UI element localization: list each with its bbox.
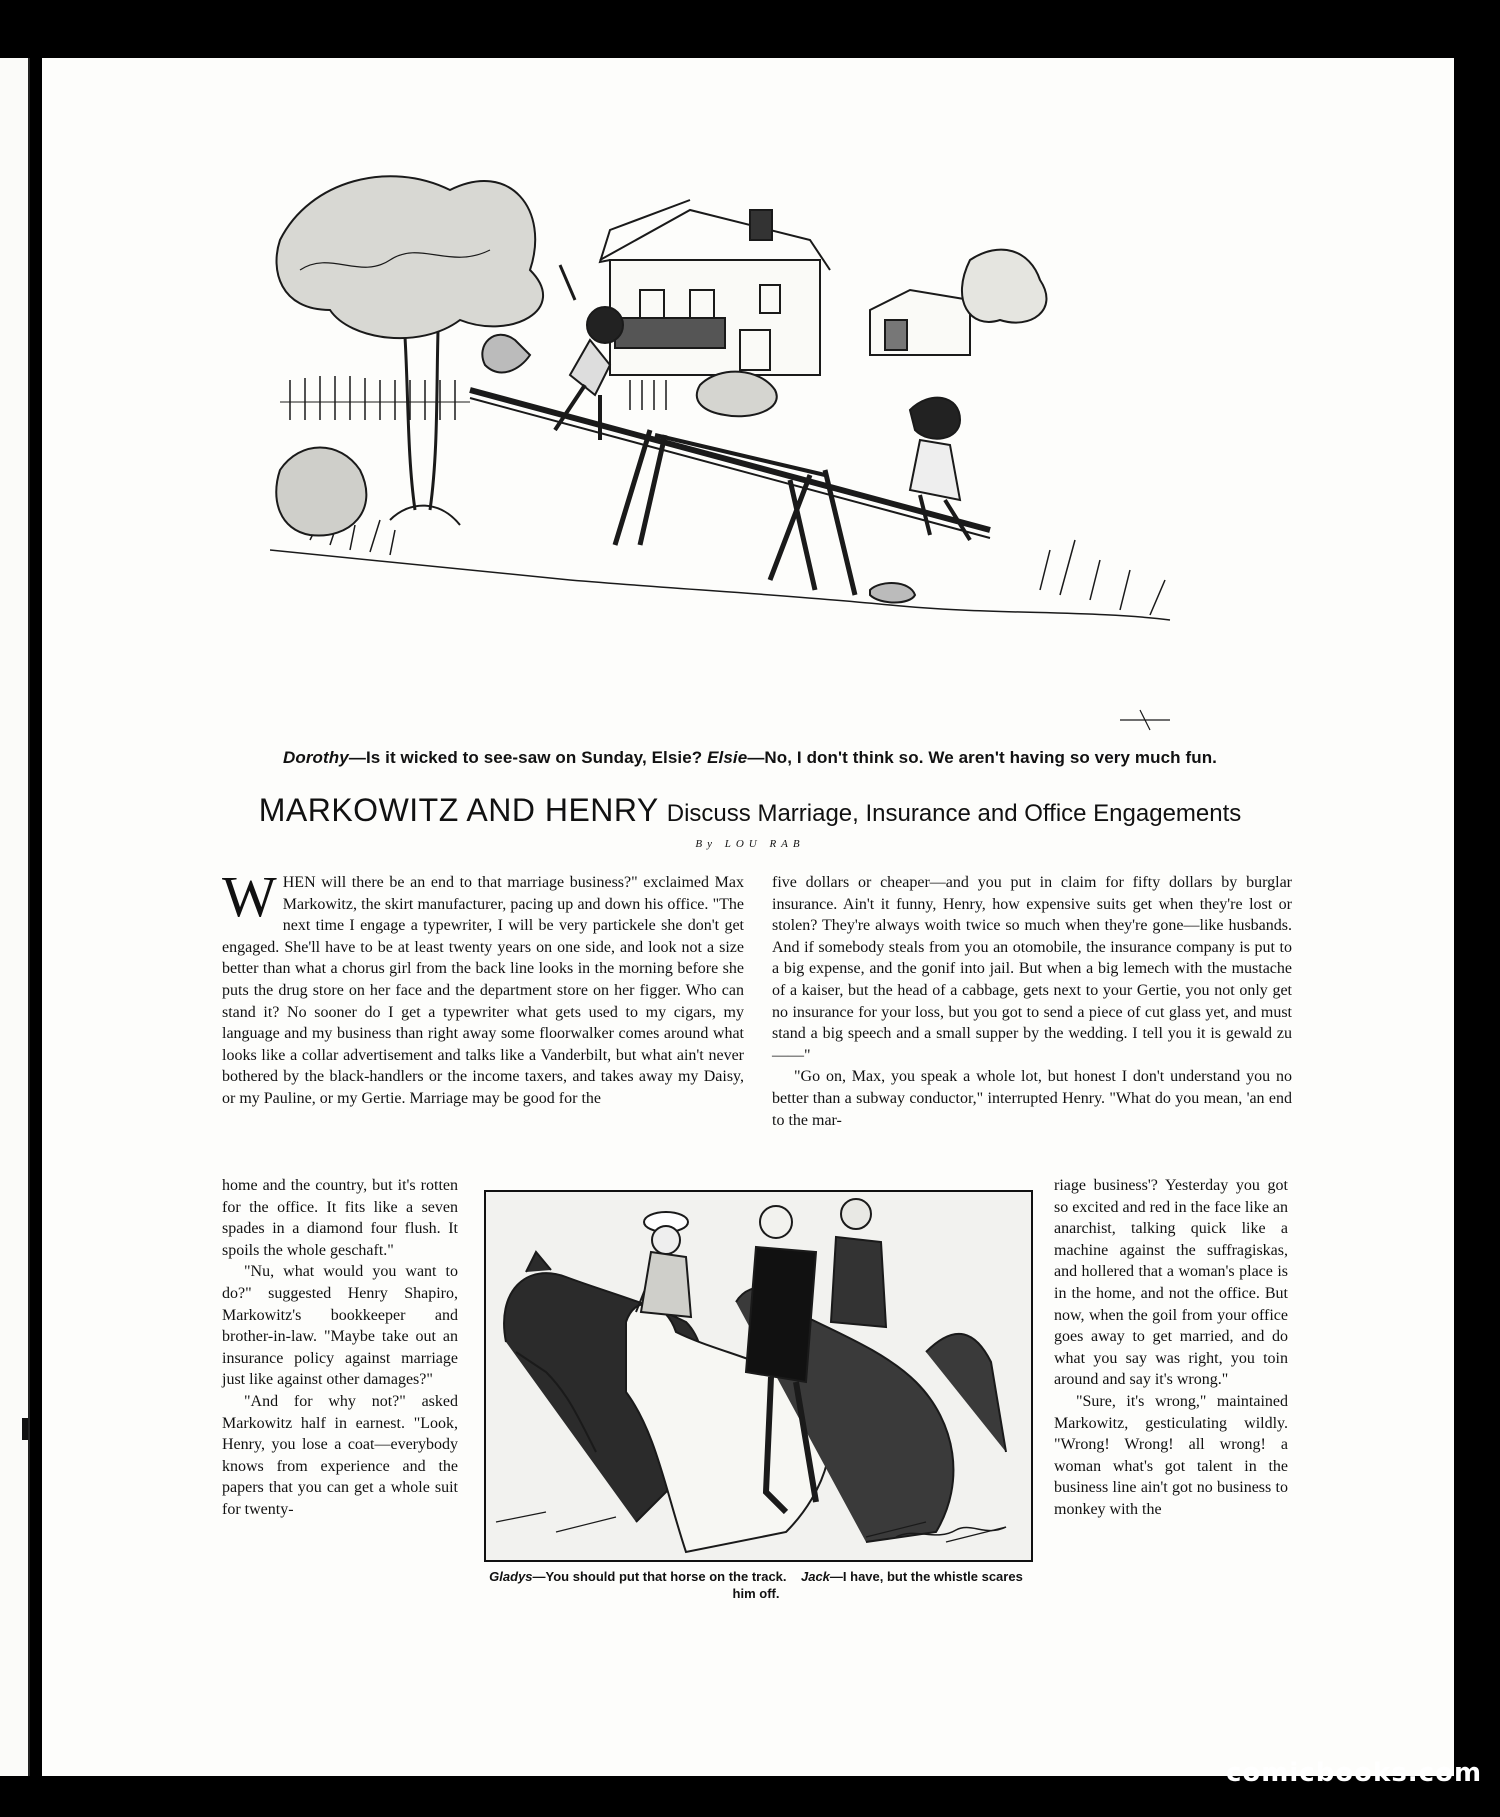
caption-line-gladys: —You should put that horse on the track. (532, 1569, 787, 1584)
riders-illustration (484, 1190, 1033, 1562)
site-watermark: comicbooks.com (1226, 1758, 1483, 1788)
article-headline (200, 792, 1300, 829)
riders-caption (480, 1568, 1032, 1602)
article-byline: By LOU RAB (695, 838, 805, 850)
paragraph: "Go on, Max, you speak a whole lot, but honest I don't understand you no better than a subway conductor," interrupted Henry. "What do you mean, 'an end to the mar- (772, 1068, 1292, 1129)
paragraph: "Sure, it's wrong," maintained Markowitz, gesticulating wildly. "Wrong! Wrong! all wrong! a woman what's got talent in the business line ain't got no business to monkey with the (1054, 1392, 1288, 1518)
paragraph (222, 864, 744, 1110)
seesaw-caption (200, 748, 1300, 768)
binding-mark (22, 1418, 28, 1440)
paragraph: home and the country, but it's rotten for the office. It fits like a seven spades in a diamond four flush. It spoils the whole geschaft." (222, 1177, 458, 1259)
drop-cap: W (222, 864, 277, 929)
caption-speaker-dorothy: Dorothy (282, 748, 349, 767)
column-left-top (222, 864, 744, 1110)
paragraph: riage business'? Yesterday you got so excited and red in the face like an anarchist, talking quick like a machine against the suffragiskas, and hollered that a woman's place is in the home, and not the office. But now, when the goil from your office goes away to get married, and do what you say was right, you toin around and say it's wrong." (1054, 1177, 1288, 1389)
caption-speaker-gladys: Gladys (489, 1569, 533, 1584)
caption-speaker-elsie: Elsie (707, 748, 748, 767)
paragraph: "And for why not?" asked Markowitz half in earnest. "Look, Henry, you lose a coat—everybody knows from experience and the papers that you can get a whole suit for twenty- (222, 1392, 458, 1518)
caption-speaker-jack: Jack (800, 1569, 830, 1584)
headline-main: MARKOWITZ AND HENRY (258, 792, 659, 828)
seesaw-illustration (270, 140, 1270, 750)
caption-line-jack: —I have, but the whistle scares him off. (732, 1569, 1023, 1601)
caption-line-dorothy: —Is it wicked to see-saw on Sunday, Elsie? (348, 748, 703, 767)
column-left-bottom (222, 1175, 458, 1521)
column-right-bottom (1054, 1175, 1288, 1521)
paragraph-text: HEN will there be an end to that marriage business?" exclaimed Max Markowitz, the skirt manufacturer, pacing up and down his office. "The next time I engage a typewriter, I will be very partickele she don't get engaged. She'll have to be at least twenty years on one side, and look not a size better than what a chorus girl from the back line looks in the morning before she puts the drug store on her face and the department store on her figger. Who can stand it? No sooner do I get a typewriter what gets used to my cigars, my language and my business than right away some floorwalker comes around what looks like a collar advertisement and talks like a Vanderbilt, but what ain't never bothered by the black-handlers or the income taxers, and takes away my Daisy, or my Pauline, or my Gertie. Marriage may be good for the (222, 874, 744, 1107)
column-right-top (772, 872, 1292, 1131)
paragraph: five dollars or cheaper—and you put in claim for fifty dollars by burglar insurance. Ain't it funny, Henry, how expensive suits get when they're lost or stolen? They're always woith twice so much when they're gone—like husbands. And if somebody steals from you an otomobile, the insurance company is put to a big expense, and the gonif into jail. But when a big lemech with the mustache of a kaiser, but the head of a cabbage, gets next to your Gertie, you not only get no insurance for your loss, but you got to send a piece of cut glass yet, and must stand a big speech and a small supper by the wedding. I tell you it is gewald zu——" (772, 874, 1292, 1064)
previous-page-edge (0, 58, 30, 1776)
headline-sub: Discuss Marriage, Insurance and Office Engagements (666, 800, 1242, 827)
paragraph: "Nu, what would you want to do?" suggested Henry Shapiro, Markowitz's bookkeeper and brother-in-law. "Maybe take out an insurance policy against marriage just like against other damages?" (222, 1263, 458, 1389)
caption-line-elsie: —No, I don't think so. We aren't having so very much fun. (747, 748, 1218, 767)
